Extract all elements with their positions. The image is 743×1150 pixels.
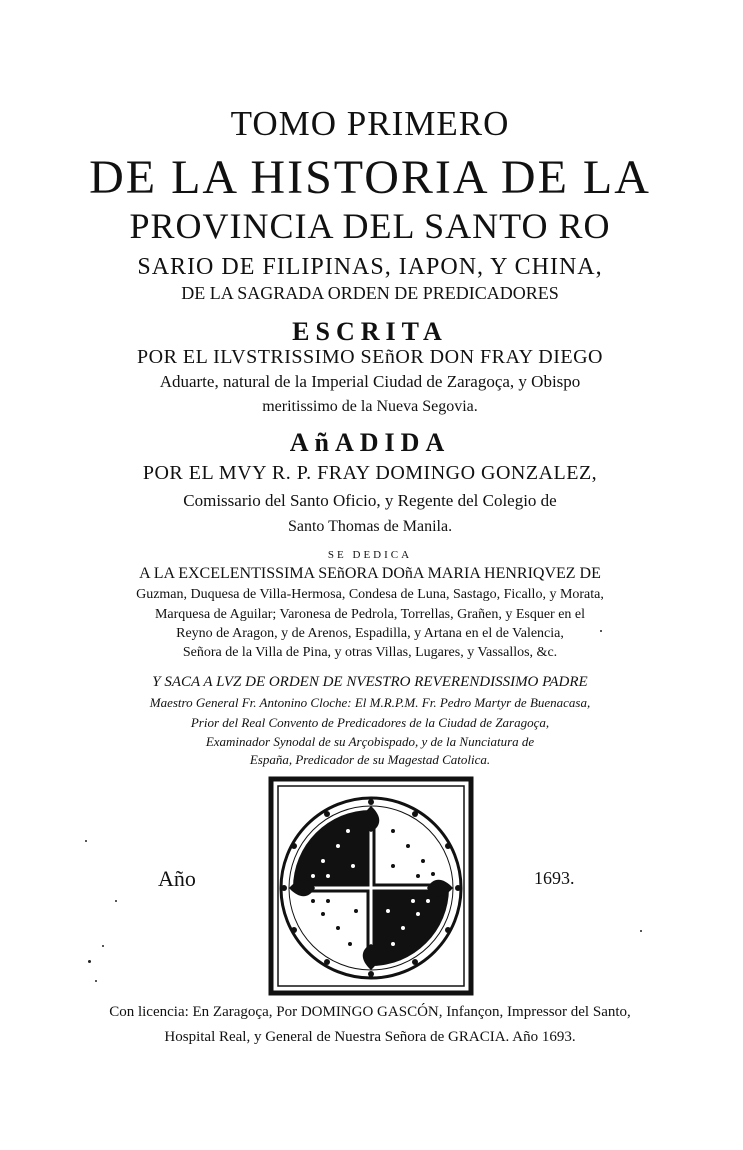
ink-speck bbox=[115, 900, 117, 902]
dedication-line-5: Señora de la Villa de Pina, y otras Villas, Lugares, y Vassallos, &c. bbox=[182, 645, 558, 660]
publisher-line-2: Maestro General Fr. Antonino Cloche: El M.R.P.M. Fr. Pedro Martyr de Buenacasa, bbox=[149, 695, 591, 710]
addition-heading: AñADIDA bbox=[289, 428, 451, 457]
title-line-2: DE LA HISTORIA DE LA bbox=[89, 151, 651, 204]
imprint-line-1: Con licencia: En Zaragoça, Por DOMINGO GASCÓN, Infançon, Impressor del Santo, bbox=[109, 1004, 631, 1020]
ink-speck bbox=[102, 945, 104, 947]
author-heading: ESCRITA bbox=[292, 317, 448, 346]
dedication-heading: SE DEDICA bbox=[327, 549, 413, 561]
title-line-3: PROVINCIA DEL SANTO RO bbox=[129, 206, 611, 246]
addition-line-3: Santo Thomas de Manila. bbox=[287, 518, 453, 535]
publication-year: 1693. bbox=[534, 868, 575, 888]
ink-speck bbox=[640, 930, 642, 932]
ink-speck bbox=[600, 630, 602, 632]
dedication-line-3: Marquesa de Aguilar; Varonesa de Pedrola, Torrellas, Grañen, y Esquer en el bbox=[154, 607, 586, 622]
publisher-line-1: Y SACA A LVZ DE ORDEN DE NVESTRO REVERENDISSIMO PADRE bbox=[152, 674, 588, 690]
ink-speck bbox=[95, 980, 97, 982]
title-line-1: TOMO PRIMERO bbox=[230, 104, 510, 143]
publisher-line-3: Prior del Real Convento de Predicadores de la Ciudad de Zaragoça, bbox=[190, 715, 550, 730]
ink-speck bbox=[88, 960, 91, 963]
publisher-line-5: España, Predicador de su Magestad Catolica. bbox=[249, 752, 491, 767]
title-line-5: DE LA SAGRADA ORDEN DE PREDICADORES bbox=[181, 283, 559, 303]
title-line-4: SARIO DE FILIPINAS, IAPON, Y CHINA, bbox=[137, 254, 603, 280]
author-line-3: meritissimo de la Nueva Segovia. bbox=[262, 398, 478, 415]
publisher-line-4: Examinador Synodal de su Arçobispado, y de la Nunciatura de bbox=[205, 734, 535, 749]
dominican-cross-emblem-icon bbox=[268, 776, 474, 996]
ink-speck bbox=[85, 840, 87, 842]
dedication-line-2: Guzman, Duquesa de Villa-Hermosa, Condesa de Luna, Sastago, Ficallo, y Morata, bbox=[136, 587, 604, 602]
dedication-line-1: A LA EXCELENTISSIMA SEñORA DOñA MARIA HENRIQVEZ DE bbox=[139, 565, 601, 582]
imprint-line-2: Hospital Real, y General de Nuestra Señora de GRACIA. Año 1693. bbox=[164, 1029, 576, 1045]
date-label: Año bbox=[158, 866, 196, 891]
author-line-1: POR EL ILVSTRISSIMO SEñOR DON FRAY DIEGO bbox=[137, 346, 603, 368]
addition-line-1: POR EL MVY R. P. FRAY DOMINGO GONZALEZ, bbox=[142, 462, 598, 484]
addition-line-2: Comissario del Santo Oficio, y Regente del Colegio de bbox=[183, 491, 557, 510]
dedication-line-4: Reyno de Aragon, y de Arenos, Espadilla, y Artana en el de Valencia, bbox=[176, 626, 564, 641]
author-line-2: Aduarte, natural de la Imperial Ciudad de Zaragoça, y Obispo bbox=[159, 372, 581, 391]
